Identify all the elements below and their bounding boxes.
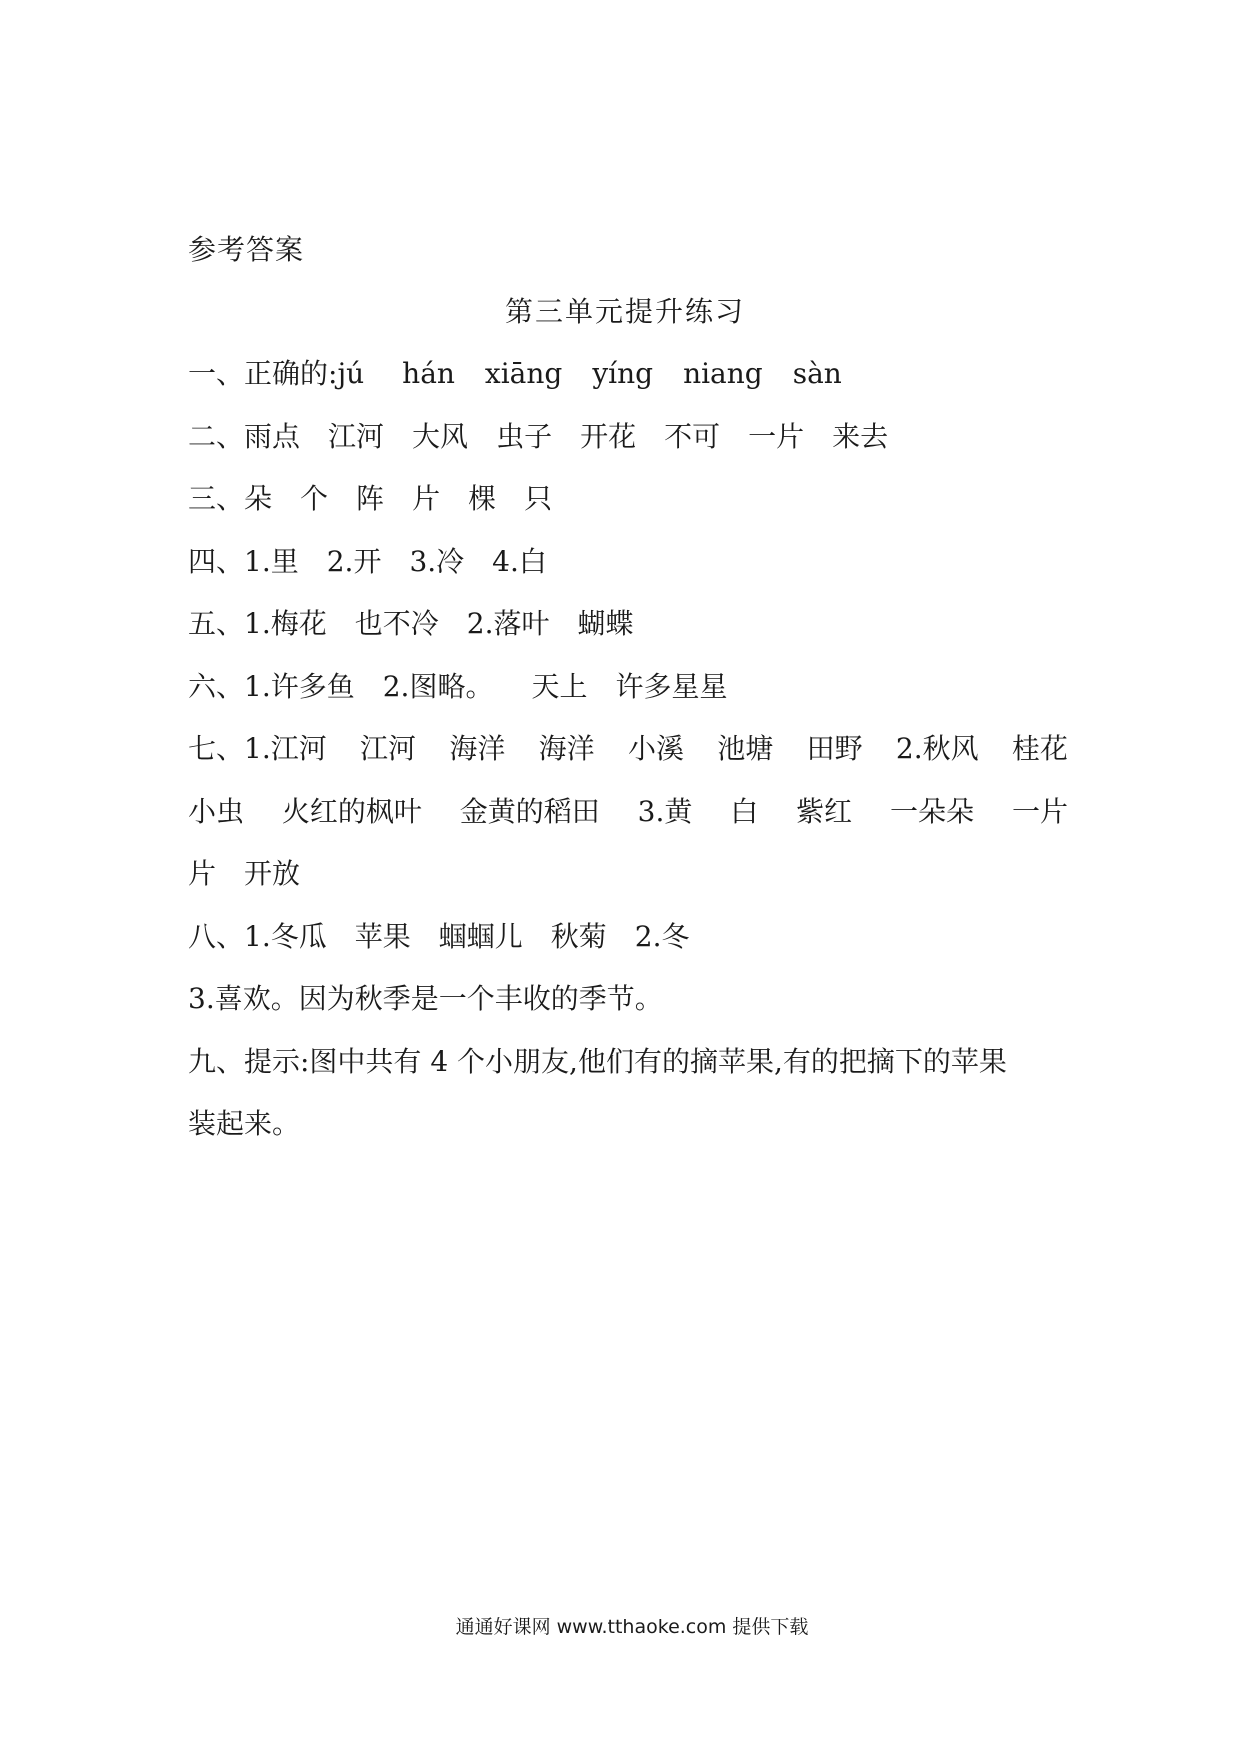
answer-item: 桂花 (1011, 732, 1068, 765)
answer-item: 七、1.江河 (188, 732, 327, 765)
answer-item: 一片 (748, 419, 805, 453)
answer-item: 大风 (412, 419, 469, 453)
answer-item: 2.冬 (634, 919, 690, 953)
footer-watermark: 通通好课网 www.tthaoke.com 提供下载 (455, 1616, 809, 1638)
answer-prefix: 八、 (188, 919, 245, 953)
answer-prefix: 一、正确的: (188, 357, 338, 390)
answer-item: 片 (188, 857, 217, 890)
answer-item: 3.冷 (409, 544, 465, 578)
pinyin-item: jú (337, 357, 365, 390)
answer-line-8 (188, 917, 1068, 980)
answer-item: 1.冬瓜 (244, 919, 327, 953)
answer-line-5 (188, 604, 1068, 667)
answer-item: 2.落叶 (466, 607, 550, 640)
answer-item: 许多星星 (615, 669, 728, 703)
answer-item: 海洋 (538, 732, 595, 765)
answer-item: 蝈蝈儿 (438, 919, 523, 953)
answer-item: 小溪 (627, 732, 684, 765)
answer-item: 雨点 (244, 419, 301, 453)
answer-prefix: 六、 (188, 669, 245, 703)
answer-item: 2.秋风 (895, 732, 979, 765)
pinyin-item: niang (683, 357, 763, 390)
answer-item: 个 (300, 482, 329, 515)
answer-text: 装起来。 (188, 1107, 301, 1140)
answer-item: 火红的枫叶 (281, 794, 422, 828)
answer-item: 虫子 (496, 419, 553, 453)
answer-item: 白 (730, 794, 759, 828)
page-title: 第三单元提升练习 (504, 295, 745, 328)
answer-item: 只 (524, 482, 553, 515)
answer-line-7b (188, 792, 1068, 855)
answer-item: 海洋 (449, 732, 506, 765)
answer-line-9b (188, 1104, 1068, 1167)
answer-item: 来去 (832, 419, 889, 453)
answer-item: 2.开 (326, 544, 382, 578)
answer-text: 3.喜欢。因为秋季是一个丰收的季节。 (188, 982, 663, 1015)
answer-line-4 (188, 542, 1068, 605)
answer-item: 金黄的稻田 (459, 794, 600, 828)
answer-item: 蝴蝶 (577, 607, 634, 640)
answer-item: 不可 (664, 419, 721, 453)
pinyin-item: xiāng (484, 357, 563, 390)
answer-line-8b (188, 979, 1068, 1042)
answer-item: 4.白 (492, 544, 547, 578)
pinyin-item: hán (402, 357, 455, 390)
answer-item: 开花 (580, 419, 637, 453)
answer-item: 开放 (244, 857, 301, 890)
answer-item: 秋菊 (550, 919, 607, 953)
answer-item: 棵 (468, 482, 497, 515)
answer-item: 阵 (356, 482, 385, 515)
answer-prefix: 四、 (188, 544, 245, 578)
answer-item: 3.黄 (637, 794, 693, 828)
answer-key-heading: 参考答案 (188, 233, 305, 266)
answer-item: 江河 (360, 732, 417, 765)
answer-item: 田野 (806, 732, 863, 765)
answer-item: 1.梅花 (244, 607, 327, 640)
answer-item: 一朵朵 (890, 794, 975, 828)
pinyin-item: yíng (592, 357, 654, 390)
answer-line-2 (188, 417, 1068, 480)
answer-line-1 (188, 354, 1068, 417)
pinyin-item: sàn (792, 357, 842, 390)
answer-item: 天上 (531, 669, 588, 703)
answer-item: 江河 (328, 419, 385, 453)
answer-line-7c (188, 854, 1068, 917)
answer-item: 小虫 (188, 794, 245, 828)
answer-line-9a (188, 1042, 1068, 1105)
answer-item: 池塘 (717, 732, 774, 765)
answer-item: 朵 (244, 482, 273, 515)
answer-item: 紫红 (796, 794, 853, 828)
answer-item: 苹果 (354, 919, 411, 953)
answer-item: 也不冷 (354, 607, 439, 640)
answer-item: 片 (412, 482, 441, 515)
answer-item: 1.许多鱼 (244, 669, 355, 703)
answer-line-7a (188, 729, 1068, 792)
answer-prefix: 二、 (188, 419, 245, 453)
answer-item: 2.图略。 (382, 669, 494, 703)
answer-prefix: 五、 (188, 607, 245, 640)
answer-prefix: 三、 (188, 482, 245, 515)
answer-text: 九、提示:图中共有 4 个小朋友,他们有的摘苹果,有的把摘下的苹果 (188, 1044, 1007, 1078)
answer-list (188, 354, 1068, 1167)
answer-line-3 (188, 479, 1068, 542)
answer-line-6 (188, 667, 1068, 730)
answer-item: 1.里 (244, 544, 299, 578)
answer-item: 一片 (1011, 794, 1068, 828)
